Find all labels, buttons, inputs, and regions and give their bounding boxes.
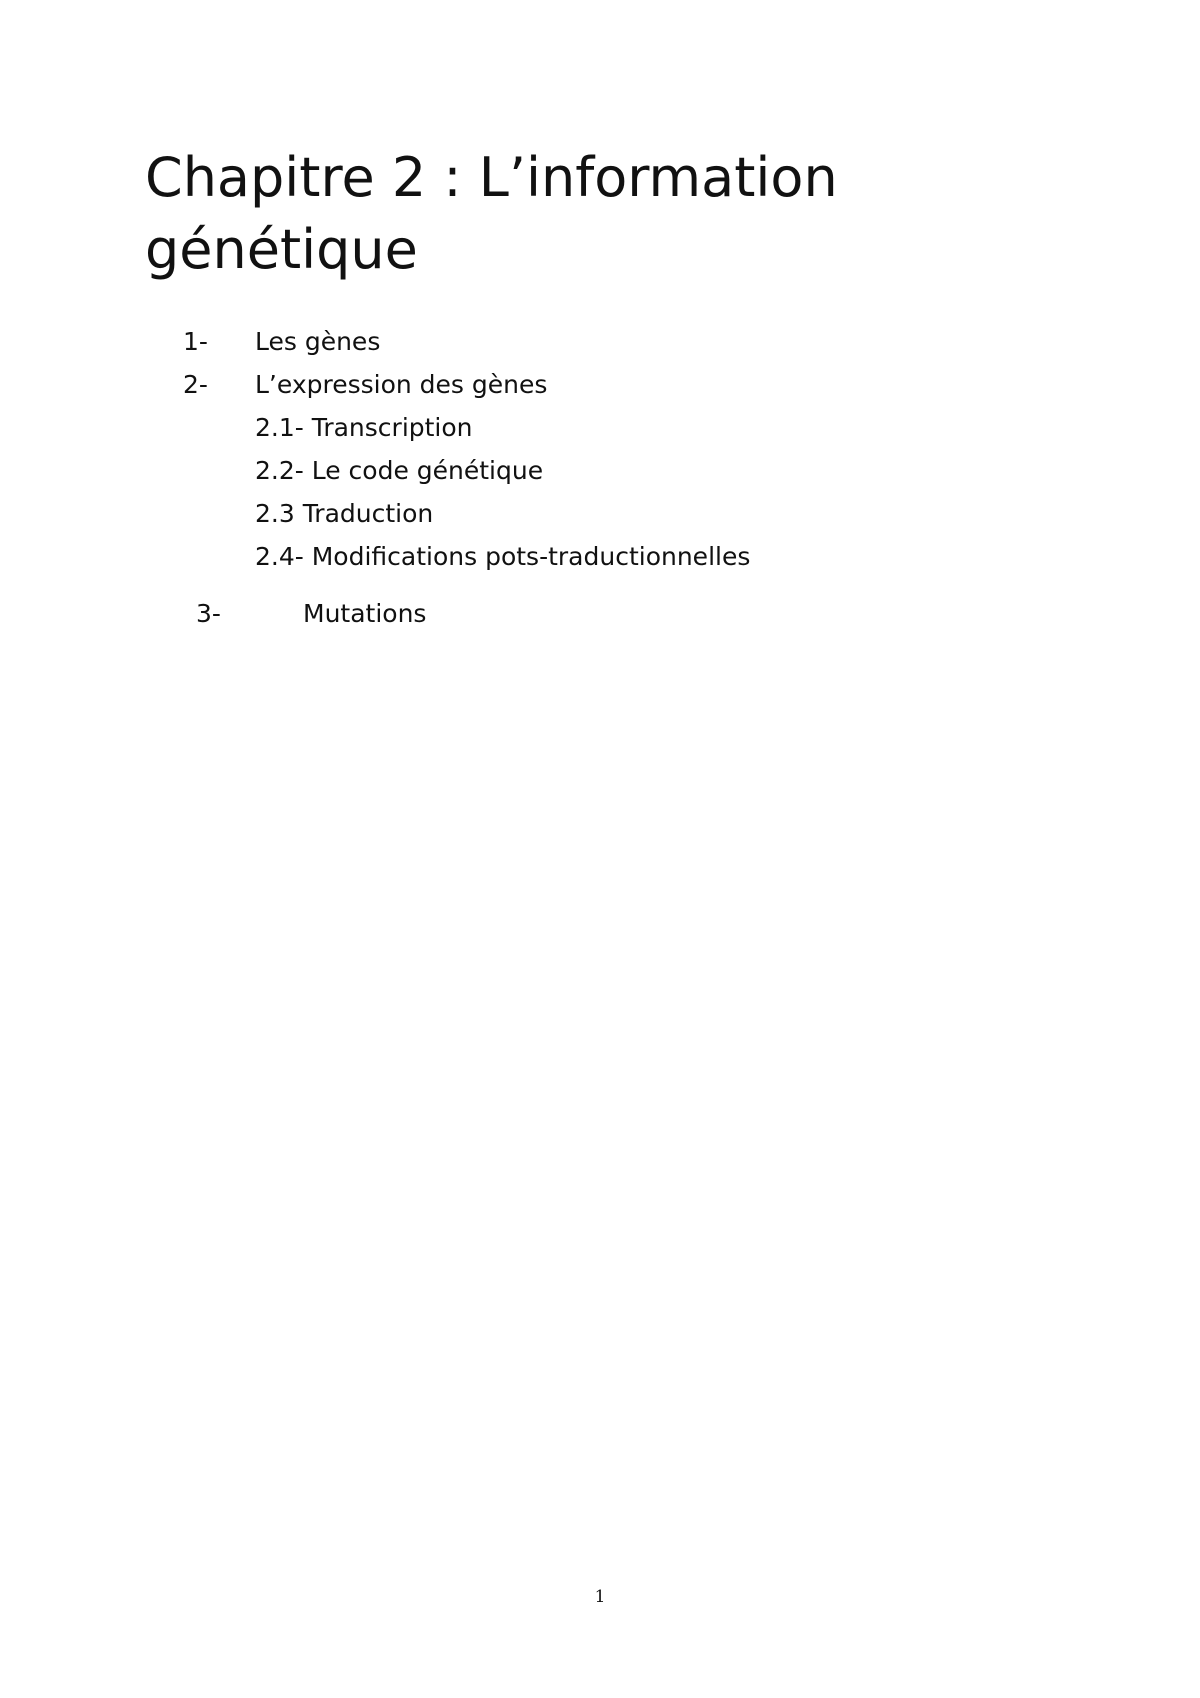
toc-item-number: 1-: [183, 327, 208, 356]
toc-item-genes: [0, 326, 1200, 358]
toc-item-number: 2-: [183, 370, 208, 399]
page-number: 1: [594, 1587, 606, 1607]
table-of-contents: [0, 0, 1200, 700]
toc-item-number: 3-: [196, 599, 221, 628]
chapter-title: Chapitre 2 : L’information génétique: [145, 146, 838, 281]
toc-item-label: Mutations: [303, 599, 427, 628]
toc-subitem-genetic-code: 2.2- Le code génétique: [255, 456, 544, 485]
toc-item-expression: [0, 369, 1200, 401]
toc-item-label: L’expression des gènes: [255, 370, 548, 399]
toc-item-mutations: [0, 598, 1200, 630]
toc-subitem-translation: 2.3 Traduction: [255, 499, 434, 528]
toc-subitem-transcription: 2.1- Transcription: [255, 413, 473, 442]
toc-item-label: Les gènes: [255, 327, 381, 356]
toc-subitem-post-translational: 2.4- Modifications pots-traductionnelles: [255, 542, 751, 571]
